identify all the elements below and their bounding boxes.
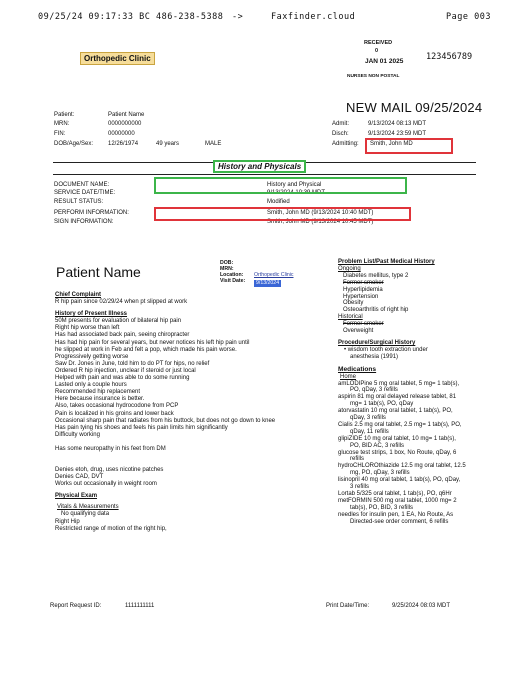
hpi-line: he slipped at work in Feb and felt a pop, which made his pain worse. bbox=[55, 346, 237, 353]
home-label: Home bbox=[340, 373, 357, 380]
admitting-label: Admitting: bbox=[332, 141, 359, 147]
med-line: qDay, 3 refills bbox=[350, 415, 386, 422]
note-dob-label: DOB: bbox=[220, 260, 234, 266]
clinic-logo: Orthopedic Clinic bbox=[80, 52, 155, 65]
note-meta-labels bbox=[220, 260, 245, 284]
med-line: atorvastatin 10 mg oral tablet, 1 tab(s), PO, bbox=[338, 408, 453, 415]
print-datetime-label: Print Date/Time: bbox=[326, 603, 370, 609]
chief-complaint-text: R hip pain since 02/29/24 when pt slipped at work bbox=[55, 299, 188, 306]
med-line: Lortab 5/325 oral tablet, 1 tab(s), PO, q6Hr bbox=[338, 491, 452, 497]
dob-label: DOB/Age/Sex: bbox=[54, 141, 94, 147]
received-note: NURSES NON POSTAL bbox=[347, 74, 400, 79]
admitting-highlight-box bbox=[365, 138, 453, 154]
exam-line: Right Hip bbox=[55, 518, 80, 525]
print-datetime-value: 9/25/2024 08:03 MDT bbox=[392, 603, 451, 609]
note-patient-name: Patient Name bbox=[56, 264, 141, 280]
med-line: PO, qDay, 3 refills bbox=[350, 387, 398, 394]
med-line: 3 refills bbox=[350, 484, 370, 491]
perform-info-highlight-box bbox=[154, 207, 411, 221]
admit-value: 9/13/2024 08:13 MDT bbox=[368, 121, 427, 127]
document-name-highlight-box bbox=[154, 177, 407, 194]
procedure-line bbox=[338, 347, 466, 354]
note-visit-value: 9/13/2024 bbox=[256, 280, 280, 286]
note-mrn-label: MRN: bbox=[220, 266, 234, 272]
med-line: refills bbox=[350, 456, 365, 463]
doc-name-value: History and Physical bbox=[267, 182, 322, 188]
ongoing-label: Ongoing bbox=[338, 265, 361, 272]
hpi-line: Has had associated back pain, seeing chiropracter bbox=[55, 332, 190, 339]
doc-name-label: DOCUMENT NAME: bbox=[54, 182, 110, 188]
fin-value: 00000000 bbox=[108, 131, 135, 137]
note-visit-label: Visit Date: bbox=[220, 278, 246, 284]
hpi-line: Has had hip pain for several years, but never notices his left hip pain until bbox=[55, 339, 250, 346]
disch-value: 9/13/2024 23:59 MDT bbox=[368, 131, 427, 137]
left-column bbox=[55, 292, 275, 533]
historical-item: Overweight bbox=[343, 328, 374, 335]
med-line: Cialis 2.5 mg oral tablet, 2.5 mg= 1 tab(s), PO, bbox=[338, 421, 462, 428]
problem-item: Hypertension bbox=[343, 293, 379, 300]
section-banner: History and Physicals bbox=[213, 160, 306, 173]
received-number: 123456789 bbox=[426, 52, 473, 62]
bullet-icon: • bbox=[344, 346, 348, 353]
neuropathy-line: Has some neuropathy in his feet from DM bbox=[55, 445, 166, 452]
note-location-label: Location: bbox=[220, 272, 244, 278]
procedure-text: wisdom tooth extraction under bbox=[347, 346, 428, 353]
hpi-line: Recommended hip replacement bbox=[55, 389, 141, 396]
med-line: Directed-see order comment, 6 refills bbox=[350, 518, 449, 525]
request-id-value: 1111111111 bbox=[125, 603, 155, 609]
hpi-line: Also, takes occasional hydrocodone from PCP bbox=[55, 403, 179, 410]
problem-item: Diabetes mellitus, type 2 bbox=[343, 272, 409, 279]
perform-info-label: PERFORM INFORMATION: bbox=[54, 210, 129, 216]
received-zero: 0 bbox=[375, 48, 379, 54]
fax-timestamp: 09/25/24 09:17:33 BC 486-238-5388 bbox=[38, 12, 224, 22]
patient-value: Patient Name bbox=[108, 112, 145, 118]
dob-value: 12/26/1974 bbox=[108, 141, 139, 147]
med-line: glipiZIDE 10 mg oral tablet, 10 mg= 1 tab(s), bbox=[338, 435, 456, 442]
procedure-title: Procedure/Surgical History bbox=[338, 339, 416, 346]
historical-label: Historical bbox=[338, 314, 363, 321]
hpi-line: Occasional sharp pain that radiates from his buttock, but does not go down to knee bbox=[55, 417, 276, 424]
hpi-line: Lasted only a couple hours bbox=[55, 382, 127, 389]
fin-label: FIN: bbox=[54, 131, 66, 137]
med-line: needles for insulin pen, 1 EA, No Route, As bbox=[338, 511, 454, 518]
historical-item: Former smoker bbox=[343, 321, 384, 328]
hpi-line: Here because insurance is better. bbox=[55, 396, 145, 403]
exam-line: No qualifying data bbox=[61, 511, 110, 518]
chief-complaint-title: Chief Complaint bbox=[55, 292, 101, 298]
problem-item: Former smoker bbox=[343, 279, 384, 286]
med-line: amLODIPine 5 mg oral tablet, 5 mg= 1 tab(s), bbox=[338, 380, 460, 387]
hpi-line: Difficulty working bbox=[55, 431, 100, 438]
med-line: mg, PO, qDay, 3 refills bbox=[350, 470, 410, 477]
med-line: metFORMIN 500 mg oral tablet, 1000 mg= 2 bbox=[338, 497, 457, 504]
hpi-line: Saw Dr. Jones in June, told him to do PT for hips, no relief bbox=[55, 360, 210, 367]
mrn-label: MRN: bbox=[54, 121, 70, 127]
patient-label: Patient: bbox=[54, 112, 75, 118]
problem-list-title: Problem List/Past Medical History bbox=[338, 259, 435, 265]
med-line: hydroCHLOROthiazide 12.5 mg oral tablet, 12.5 bbox=[338, 463, 466, 470]
fax-arrow: -> bbox=[232, 12, 244, 22]
perform-info-value: Smith, John MD (9/13/2024 10:40 MDT) bbox=[267, 210, 374, 216]
med-line: mg= 1 tab(s), PO, qDay bbox=[350, 401, 414, 408]
social-line: Denies CAD, DVT bbox=[55, 474, 104, 481]
medications-title: Medications bbox=[338, 365, 377, 373]
divider-bottom bbox=[53, 174, 476, 175]
hpi-line: Progressively getting worse bbox=[55, 353, 129, 360]
problem-item: Osteoarthritis of right hip bbox=[343, 307, 409, 314]
admitting-value: Smith, John MD bbox=[370, 141, 413, 147]
hpi-title: History of Present Illness bbox=[55, 311, 128, 318]
hpi-line: Has pain tying his shoes and feels his pain limits him significantly bbox=[55, 424, 228, 431]
result-status-label: RESULT STATUS: bbox=[54, 199, 104, 205]
hpi-line: Right hip worse than left bbox=[55, 325, 120, 332]
hpi-line: Ordered R hip injection, unclear if steroid or just local bbox=[55, 367, 196, 374]
sign-info-value: Smith, John MD (9/13/2024 10:45 MDT) bbox=[267, 219, 374, 225]
page-title: NEW MAIL 09/25/2024 bbox=[346, 100, 483, 115]
admit-label: Admit: bbox=[332, 121, 350, 127]
note-location-value[interactable]: Orthopedic Clinic bbox=[254, 272, 294, 278]
hpi-line: 50M presents for evaluation of bilateral hip pain bbox=[55, 318, 182, 325]
fax-page: Page 003 bbox=[446, 12, 491, 22]
sex-value: MALE bbox=[205, 141, 222, 147]
request-id-label: Report Request ID: bbox=[50, 603, 102, 609]
med-line: qDay, 11 refills bbox=[350, 428, 389, 435]
right-column bbox=[338, 259, 466, 526]
physical-exam-title: Physical Exam bbox=[55, 493, 98, 500]
med-line: aspirin 81 mg oral delayed release tablet, 81 bbox=[338, 394, 457, 401]
social-line: Works out occasionally in weight room bbox=[55, 481, 157, 488]
result-status-value: Modified bbox=[267, 199, 290, 205]
exam-line: Restricted range of motion of the right hip, bbox=[55, 525, 167, 532]
fax-sender: Faxfinder.cloud bbox=[271, 12, 356, 22]
med-line: glucose test strips, 1 box, No Route, qDay, 6 bbox=[338, 449, 457, 456]
problem-item: Hyperlipidemia bbox=[343, 286, 383, 293]
hpi-line: Helped with pain and was able to do some running bbox=[55, 375, 190, 382]
problem-item: Obesity bbox=[343, 300, 364, 307]
med-line: tab(s), PO, BID, 3 refills bbox=[350, 504, 414, 511]
received-label: RECEIVED bbox=[364, 40, 393, 46]
med-line: PO, BID AC, 3 refills bbox=[350, 442, 405, 449]
social-line: Denies etoh, drug, uses nicotine patches bbox=[55, 466, 164, 473]
received-date: JAN 01 2025 bbox=[365, 58, 404, 65]
hpi-line: Pain is localized in his groins and lower back bbox=[55, 410, 174, 417]
service-date-label: SERVICE DATE/TIME: bbox=[54, 190, 116, 196]
vitals-title: Vitals & Measurements bbox=[57, 504, 119, 511]
procedure-line: anesthesia (1991) bbox=[350, 353, 399, 360]
service-date-value: 9/13/2024 10:39 MDT bbox=[267, 190, 326, 196]
disch-label: Disch: bbox=[332, 131, 349, 137]
age-value: 49 years bbox=[156, 141, 180, 147]
med-line: lisinopril 40 mg oral tablet, 1 tab(s), PO, qDay, bbox=[338, 477, 461, 484]
sign-info-label: SIGN INFORMATION: bbox=[54, 219, 114, 225]
mrn-value: 0000000000 bbox=[108, 121, 142, 127]
